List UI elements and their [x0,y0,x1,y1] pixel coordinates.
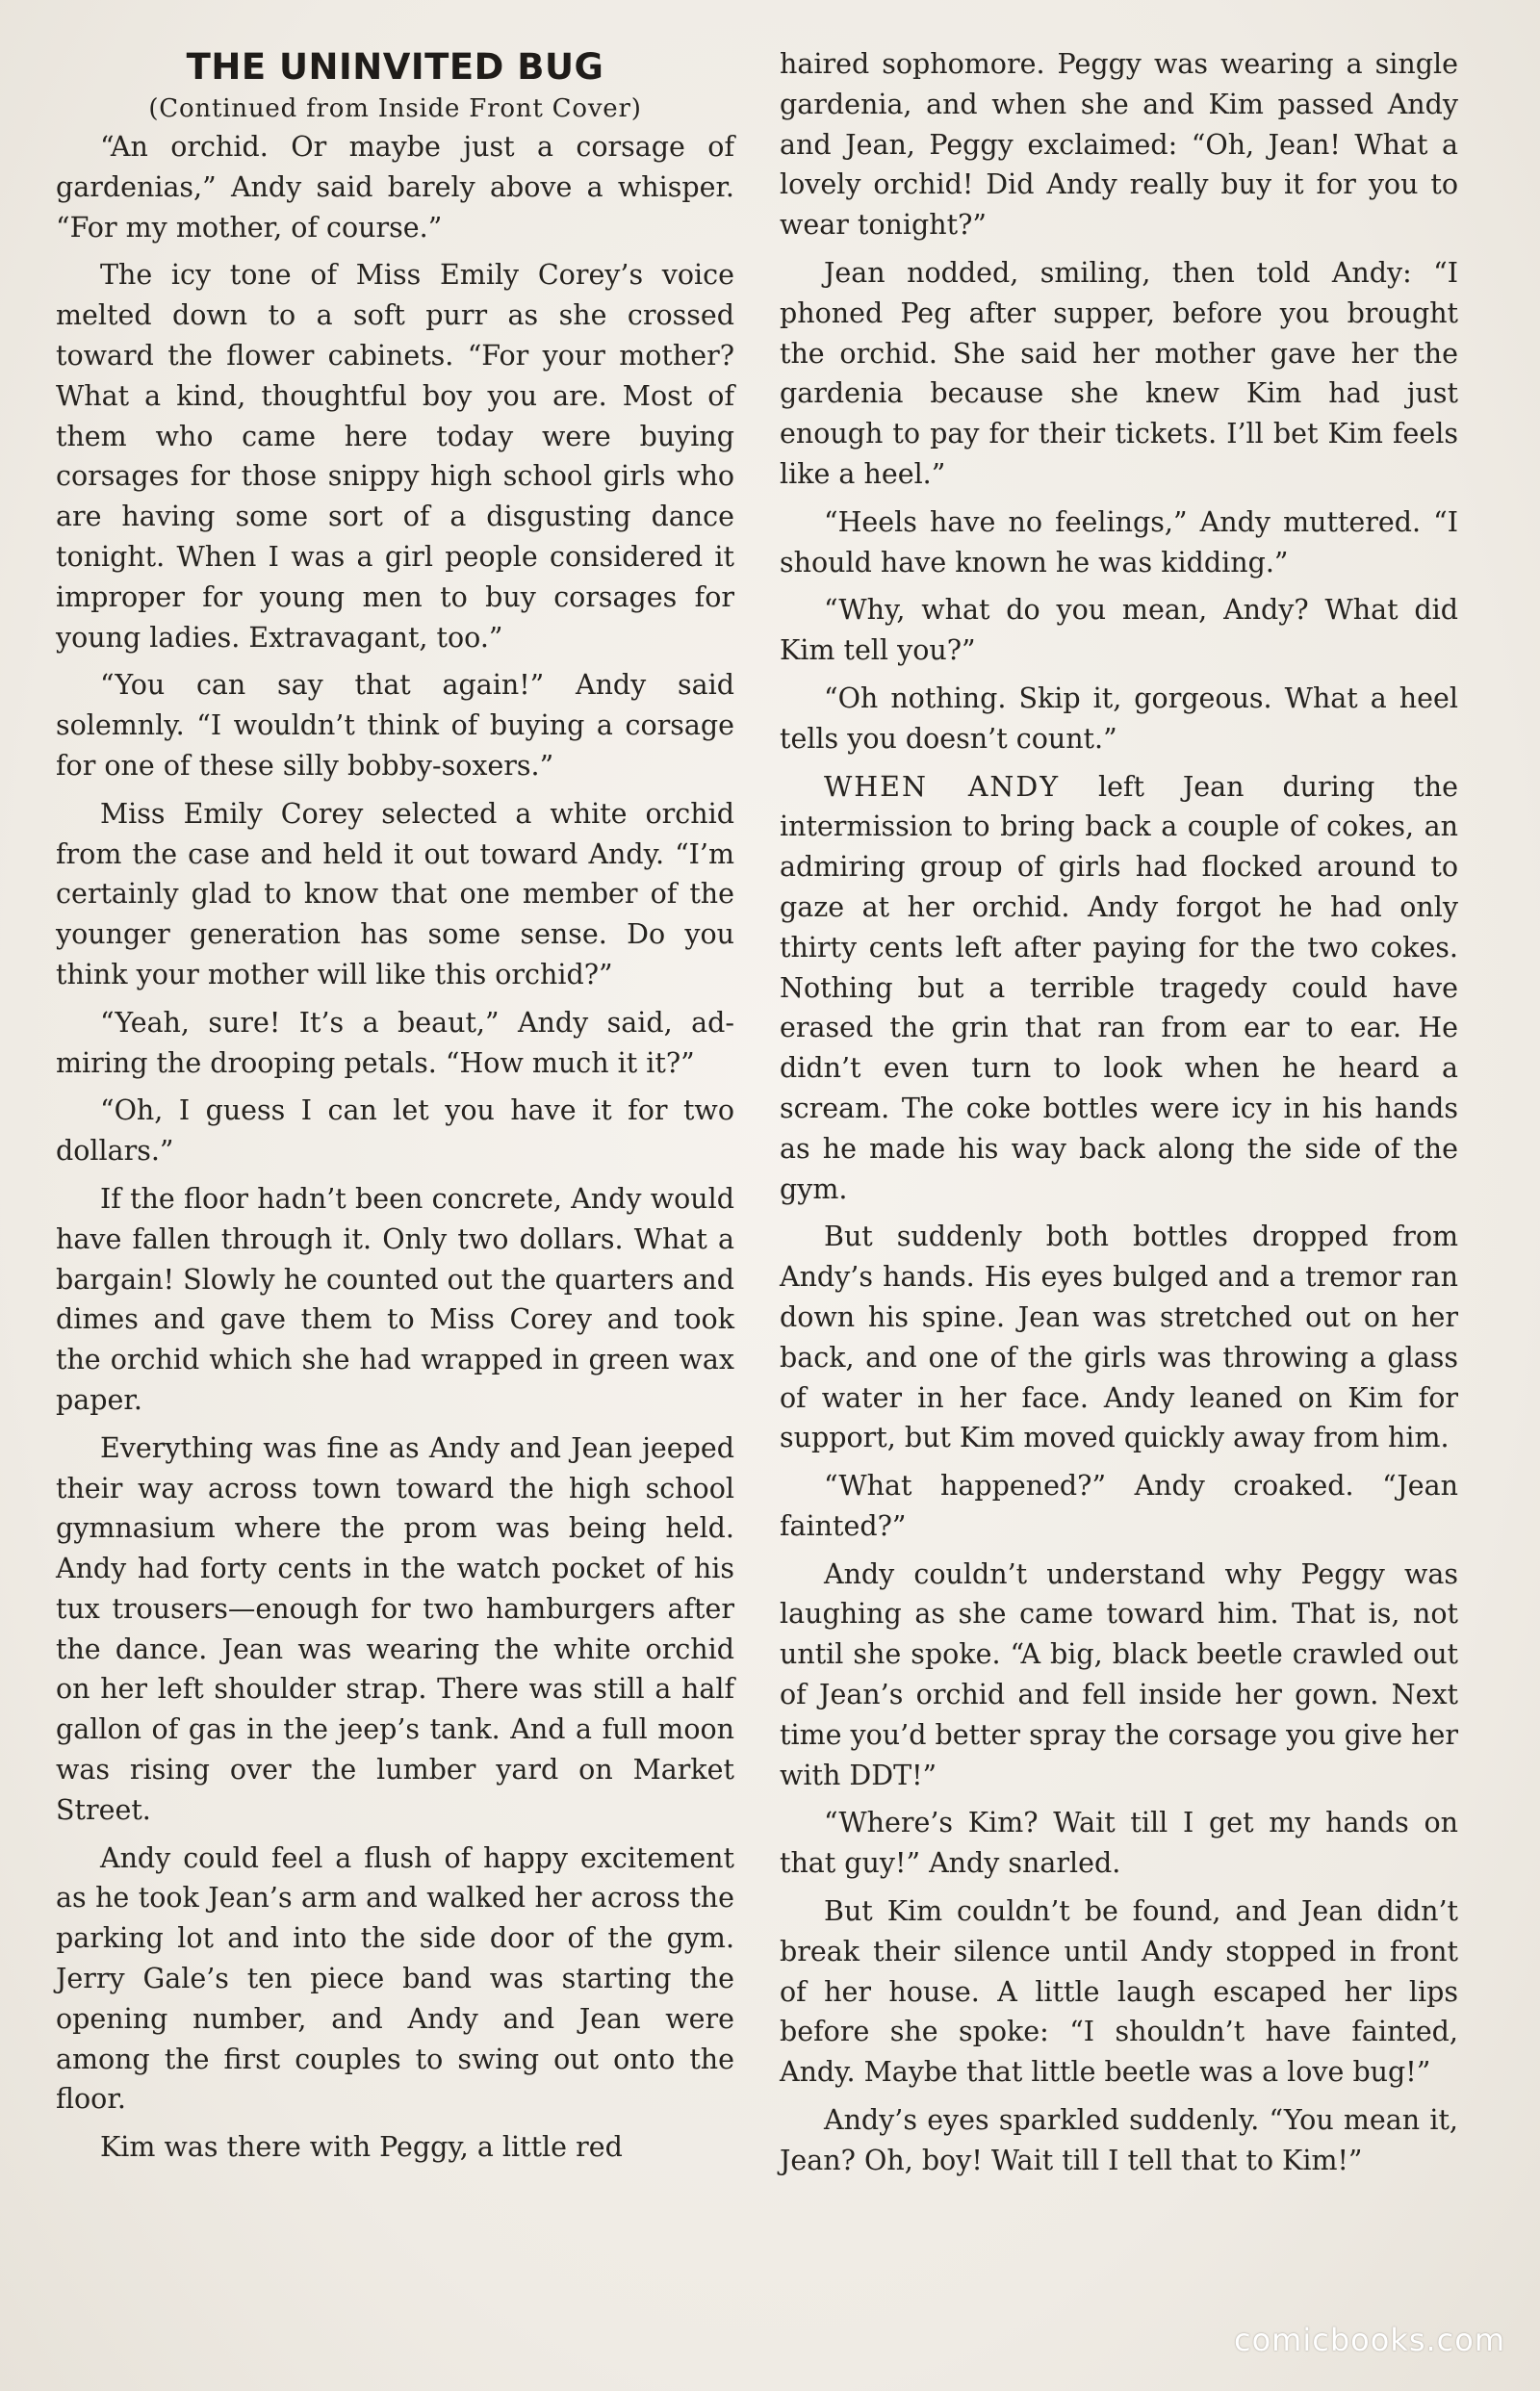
story-title: THE UNINVITED BUG [186,46,604,88]
paragraph: “Where’s Kim? Wait till I get my hands on that guy!” Andy snarled. [780,1807,1458,1880]
paragraph: “What happened?” Andy croaked. “Jean fainted?” [780,1470,1458,1542]
section-paragraph [780,767,1458,1210]
right-column [780,44,1458,2189]
paragraph: But suddenly both bottles dropped from Andy’s hands. His eyes bulged and a tremor ran down his spine. Jean was stretched out on her back, and one of the girls was throwing a glass of water in her face. Andy leaned on Kim for support, but Kim moved quickly away from him. [780,1221,1458,1454]
paragraph-continuation: haired sophomore. Peggy was wearing a single gardenia, and when she and Kim passed Andy and Jean, Peggy exclaimed: “Oh, Jean! What a lovely orchid! Did Andy really buy it for you to wear tonight?” [780,48,1458,242]
paragraph: But Kim couldn’t be found, and Jean didn’t break their silence until Andy stopped in front of her house. A little laugh escaped her lips before she spoke: “I shouldn’t have fainted, Andy. Maybe that little beetle was a love bug!” [780,1895,1458,2089]
paragraph: “Oh, I guess I can let you have it for two dollars.” [56,1094,734,1168]
paragraph: If the floor hadn’t been concrete, Andy would have fallen through it. Only two dollars. What a bargain! Slowly he counted out the quarters and dimes and gave them to Miss Corey and took the orchid which she had wrapped in green wax paper. [56,1182,734,1416]
watermark: comicbooks.com [1233,2322,1505,2358]
paragraph: Andy couldn’t understand why Peggy was laughing as she came toward him. That is, not until she spoke. “A big, black beetle crawled out of Jean’s orchid and fell inside her gown. Next time you’d better spray the corsage you give her with DDT!” [780,1557,1458,1791]
paragraph: Miss Emily Corey selected a white orchid from the case and held it out toward Andy. “I’m certainly glad to know that one member of the younger generation has some sense. Do you think your mother will like this orchid?” [56,797,734,990]
section-lead-caps: WHEN ANDY [824,770,1061,803]
paragraph: Jean nodded, smiling, then told Andy: “I phoned Peg after supper, before you brought the orchid. She said her mother gave her the gardenia because she knew Kim had just enough to pay for their tickets. I’ll bet Kim feels like a heel.” [780,256,1458,490]
continuation-note: (Continued from Inside Front Cover) [148,94,642,123]
paragraph: Andy could feel a flush of happy excitement as he took Jean’s arm and walked her across the parking lot and into the side door of the gym. Jerry Gale’s ten piece band was starting the opening number, and Andy and Jean were among the first couples to swing out onto the floor. [56,1841,734,2116]
paragraph: Andy’s eyes sparkled suddenly. “You mean it, Jean? Oh, boy! Wait till I tell that to Kim!” [780,2104,1458,2176]
paragraph: “Heels have no feelings,” Andy muttered. “I should have known he was kidding.” [780,505,1458,578]
paragraph: The icy tone of Miss Emily Corey’s voice melted down to a soft purr as she crossed toward the flower cabinets. “For your mother? What a kind, thoughtful boy you are. Most of them who came here today were buying corsages for those snippy high school girls who are having some sort of a disgusting dance tonight. When I was a girl people considered it improper for young men to buy corsages for young ladies. Extravagant, too.” [56,259,734,654]
paragraph: “Yeah, sure! It’s a beaut,” Andy said, admiring the drooping petals. “How much it it?” [56,1006,734,1079]
paragraph: “You can say that again!” Andy said solemnly. “I wouldn’t think of buying a corsage for one of these silly bobby-soxers.” [56,669,734,782]
section-lead-text: left Jean during the intermission to bring back a couple of cokes, an admiring group of girls had flocked around to gaze at her orchid. Andy forgot he had only thirty cents left after paying for the two cokes. Nothing but a terrible tragedy could have erased the grin that ran from ear to ear. He didn’t even turn to look when he heard a scream. The coke bottles were icy in his hands as he made his way back along the side of the gym. [780,770,1458,1205]
paragraph: “Oh nothing. Skip it, gorgeous. What a heel tells you doesn’t count.” [780,681,1458,755]
paragraph: Kim was there with Peggy, a little red [100,2131,623,2164]
paragraph: Everything was fine as Andy and Jean jeeped their way across town toward the high school gymnasium where the prom was being held. Andy had forty cents in the watch pocket of his tux trousers—enough for two hamburgers after the dance. Jean was wearing the white orchid on her left shoulder strap. There was still a half gallon of gas in the jeep’s tank. And a full moon was rising over the lumber yard on Market Street. [56,1431,734,1826]
paragraph: “An orchid. Or maybe just a corsage of gardenias,” Andy said barely above a whisper. “For my mother, of course.” [56,131,734,244]
left-column [56,44,734,2175]
paragraph: “Why, what do you mean, Andy? What did Kim tell you?” [780,594,1458,667]
